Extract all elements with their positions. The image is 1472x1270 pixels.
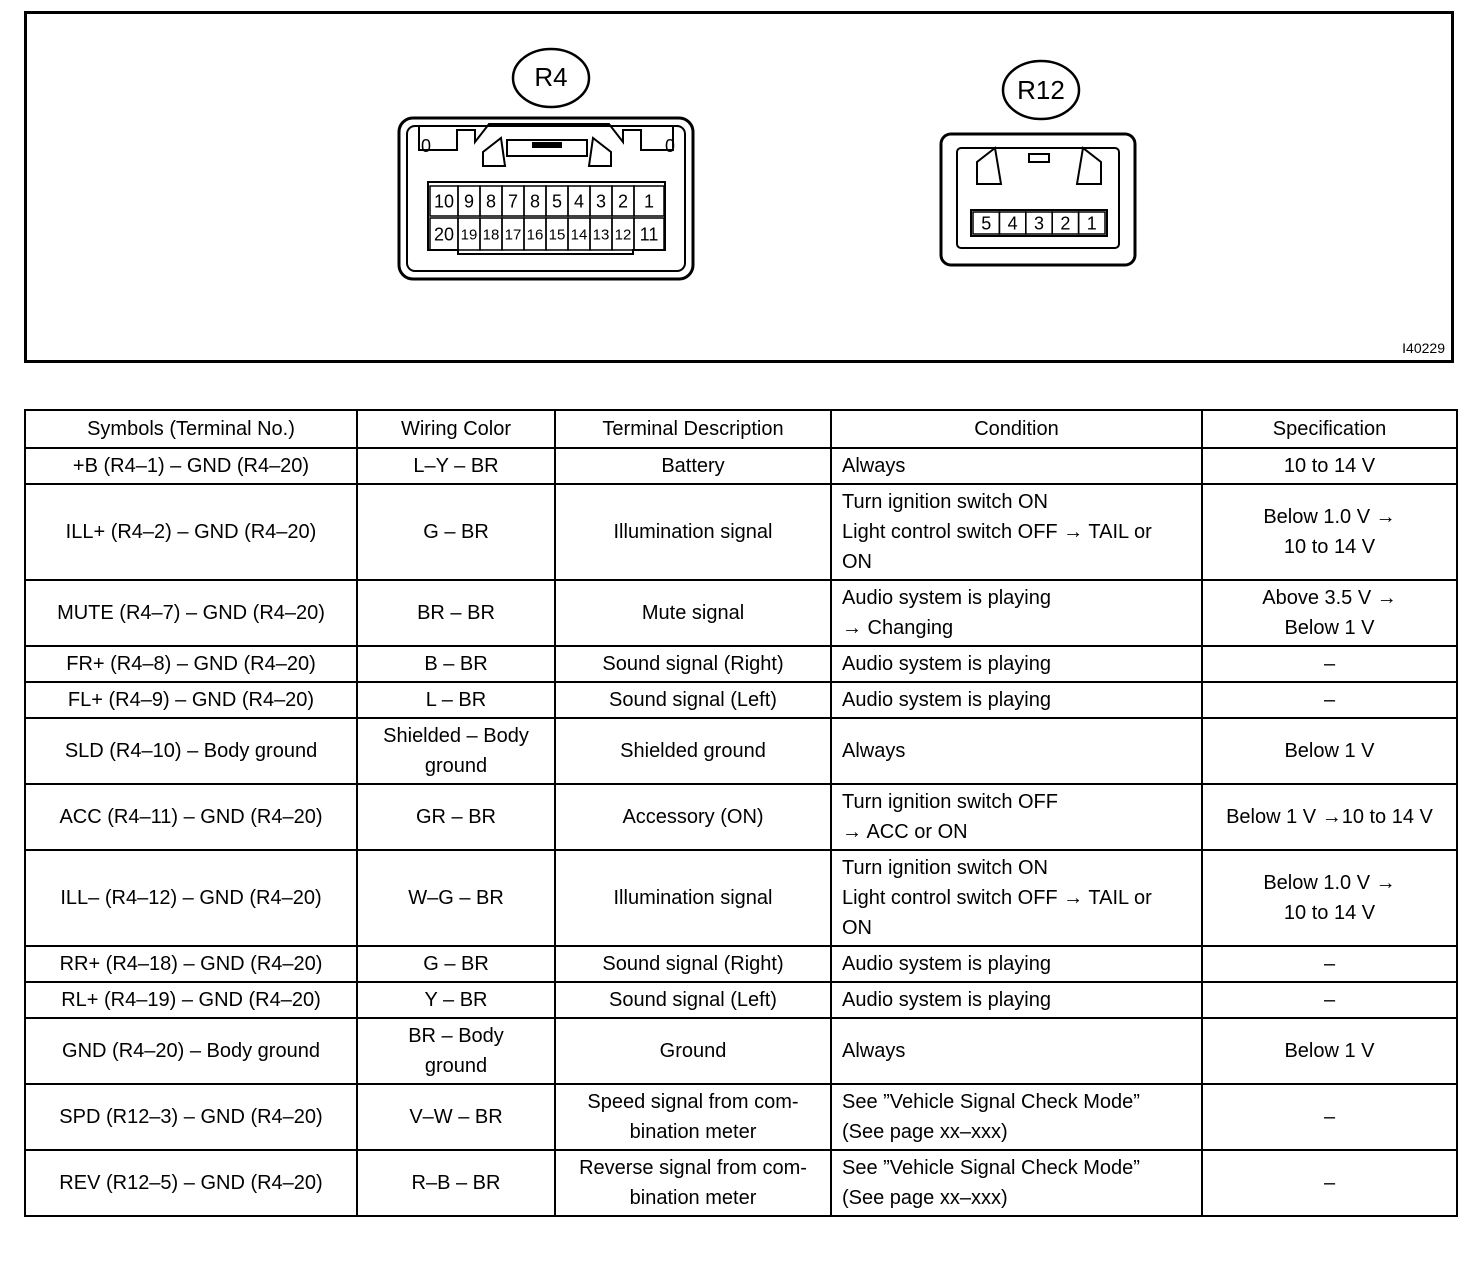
condition-cell: Audio system is playing <box>831 982 1202 1018</box>
pin-number: 8 <box>529 191 541 212</box>
symbol-cell: REV (R12–5) – GND (R4–20) <box>25 1150 357 1216</box>
figure-id: I40229 <box>1402 340 1445 356</box>
condition-cell: Always <box>831 448 1202 484</box>
pin-number: 3 <box>1033 213 1045 234</box>
specification-cell: 10 to 14 V <box>1202 448 1457 484</box>
condition-cell: Audio system is playing <box>831 946 1202 982</box>
pin-number: 10 <box>433 191 455 212</box>
wiring-color-cell: L – BR <box>357 682 555 718</box>
description-cell: Mute signal <box>555 580 831 646</box>
pin-number: 2 <box>617 191 629 212</box>
pin-number: 5 <box>981 213 992 234</box>
condition-cell: Turn ignition switch OFF → ACC or ON <box>831 784 1202 850</box>
symbol-cell: RR+ (R4–18) – GND (R4–20) <box>25 946 357 982</box>
symbol-cell: MUTE (R4–7) – GND (R4–20) <box>25 580 357 646</box>
specification-cell: – <box>1202 1150 1457 1216</box>
condition-cell: Audio system is playing → Changing <box>831 580 1202 646</box>
r12-pin-row <box>973 212 1105 234</box>
symbol-cell: ACC (R4–11) – GND (R4–20) <box>25 784 357 850</box>
wiring-color-cell: L–Y – BR <box>357 448 555 484</box>
table-row <box>25 646 1457 682</box>
pin-number: 11 <box>639 224 659 245</box>
header-symbols: Symbols (Terminal No.) <box>25 410 357 448</box>
table-row <box>25 982 1457 1018</box>
pin-number: 5 <box>551 191 563 212</box>
pin-number: 18 <box>482 226 500 244</box>
terminal-spec-table <box>24 409 1458 1217</box>
symbol-cell: +B (R4–1) – GND (R4–20) <box>25 448 357 484</box>
specification-cell: Below 1 V <box>1202 1018 1457 1084</box>
connector-r4-label: R4 <box>534 62 568 92</box>
pin-number: 20 <box>433 224 455 245</box>
wiring-color-cell: Y – BR <box>357 982 555 1018</box>
specification-cell: Below 1 V <box>1202 718 1457 784</box>
description-cell: Accessory (ON) <box>555 784 831 850</box>
pin-number: 7 <box>507 191 519 212</box>
symbol-cell: RL+ (R4–19) – GND (R4–20) <box>25 982 357 1018</box>
header-terminal-description: Terminal Description <box>555 410 831 448</box>
connector-r12 <box>941 61 1135 265</box>
connector-diagram <box>24 11 1454 363</box>
specification-cell: Below 1.0 V → 10 to 14 V <box>1202 850 1457 946</box>
description-cell: Reverse signal from com- bination meter <box>555 1150 831 1216</box>
wiring-color-cell: R–B – BR <box>357 1150 555 1216</box>
description-cell: Sound signal (Left) <box>555 682 831 718</box>
wiring-color-cell: G – BR <box>357 946 555 982</box>
table-body <box>25 448 1457 1216</box>
symbol-cell: GND (R4–20) – Body ground <box>25 1018 357 1084</box>
latch-mark-left: 0 <box>420 136 432 156</box>
description-cell: Shielded ground <box>555 718 831 784</box>
symbol-cell: SLD (R4–10) – Body ground <box>25 718 357 784</box>
pin-number: 9 <box>463 191 475 212</box>
description-cell: Illumination signal <box>555 850 831 946</box>
symbol-cell: FL+ (R4–9) – GND (R4–20) <box>25 682 357 718</box>
table-row <box>25 580 1457 646</box>
pin-number: 13 <box>592 226 610 244</box>
description-cell: Sound signal (Right) <box>555 646 831 682</box>
wiring-color-cell: Shielded – Body ground <box>357 718 555 784</box>
condition-cell: See ”Vehicle Signal Check Mode” (See page xx–xxx) <box>831 1150 1202 1216</box>
pin-number: 14 <box>570 226 588 244</box>
table-row <box>25 718 1457 784</box>
pin-number: 17 <box>504 226 522 244</box>
table-row <box>25 682 1457 718</box>
connector-drawing <box>27 14 1451 360</box>
wiring-color-cell: B – BR <box>357 646 555 682</box>
specification-cell: Above 3.5 V → Below 1 V <box>1202 580 1457 646</box>
condition-cell: Always <box>831 1018 1202 1084</box>
specification-cell: – <box>1202 646 1457 682</box>
pin-number: 8 <box>485 191 497 212</box>
pin-number: 4 <box>573 191 585 212</box>
symbol-cell: FR+ (R4–8) – GND (R4–20) <box>25 646 357 682</box>
condition-cell: Always <box>831 718 1202 784</box>
symbol-cell: ILL– (R4–12) – GND (R4–20) <box>25 850 357 946</box>
symbol-cell: ILL+ (R4–2) – GND (R4–20) <box>25 484 357 580</box>
header-condition: Condition <box>831 410 1202 448</box>
condition-cell: Turn ignition switch ON Light control switch OFF → TAIL or ON <box>831 484 1202 580</box>
table-row <box>25 1084 1457 1150</box>
pin-number: 16 <box>526 226 544 244</box>
latch-mark-right: 0 <box>664 136 676 156</box>
pin-number: 1 <box>1086 213 1097 234</box>
table-row <box>25 484 1457 580</box>
r4-pin-grid <box>430 186 664 250</box>
condition-cell: Audio system is playing <box>831 646 1202 682</box>
pin-number: 1 <box>643 191 655 212</box>
description-cell: Sound signal (Right) <box>555 946 831 982</box>
table-row <box>25 946 1457 982</box>
table-row <box>25 784 1457 850</box>
connector-r12-label: R12 <box>1017 75 1065 105</box>
condition-cell: See ”Vehicle Signal Check Mode” (See page xx–xxx) <box>831 1084 1202 1150</box>
header-wiring-color: Wiring Color <box>357 410 555 448</box>
pin-number: 15 <box>548 226 566 244</box>
wiring-color-cell: G – BR <box>357 484 555 580</box>
wiring-color-cell: BR – Body ground <box>357 1018 555 1084</box>
pin-number: 2 <box>1060 213 1071 234</box>
description-cell: Speed signal from com- bination meter <box>555 1084 831 1150</box>
table-row <box>25 1150 1457 1216</box>
description-cell: Ground <box>555 1018 831 1084</box>
wiring-color-cell: V–W – BR <box>357 1084 555 1150</box>
description-cell: Battery <box>555 448 831 484</box>
specification-cell: – <box>1202 982 1457 1018</box>
specification-cell: Below 1.0 V → 10 to 14 V <box>1202 484 1457 580</box>
table-row <box>25 850 1457 946</box>
symbol-cell: SPD (R12–3) – GND (R4–20) <box>25 1084 357 1150</box>
pin-number: 4 <box>1007 213 1018 234</box>
specification-cell: – <box>1202 1084 1457 1150</box>
pin-number: 19 <box>460 226 478 244</box>
header-specification: Specification <box>1202 410 1457 448</box>
wiring-color-cell: GR – BR <box>357 784 555 850</box>
specification-cell: Below 1 V →10 to 14 V <box>1202 784 1457 850</box>
pin-number: 12 <box>614 226 632 244</box>
condition-cell: Turn ignition switch ON Light control switch OFF → TAIL or ON <box>831 850 1202 946</box>
specification-cell: – <box>1202 682 1457 718</box>
table-row <box>25 1018 1457 1084</box>
specification-cell: – <box>1202 946 1457 982</box>
description-cell: Illumination signal <box>555 484 831 580</box>
connector-r4 <box>399 49 693 279</box>
condition-cell: Audio system is playing <box>831 682 1202 718</box>
wiring-color-cell: W–G – BR <box>357 850 555 946</box>
table-row <box>25 448 1457 484</box>
description-cell: Sound signal (Left) <box>555 982 831 1018</box>
wiring-color-cell: BR – BR <box>357 580 555 646</box>
table-header-row <box>25 410 1457 448</box>
pin-number: 3 <box>595 191 607 212</box>
